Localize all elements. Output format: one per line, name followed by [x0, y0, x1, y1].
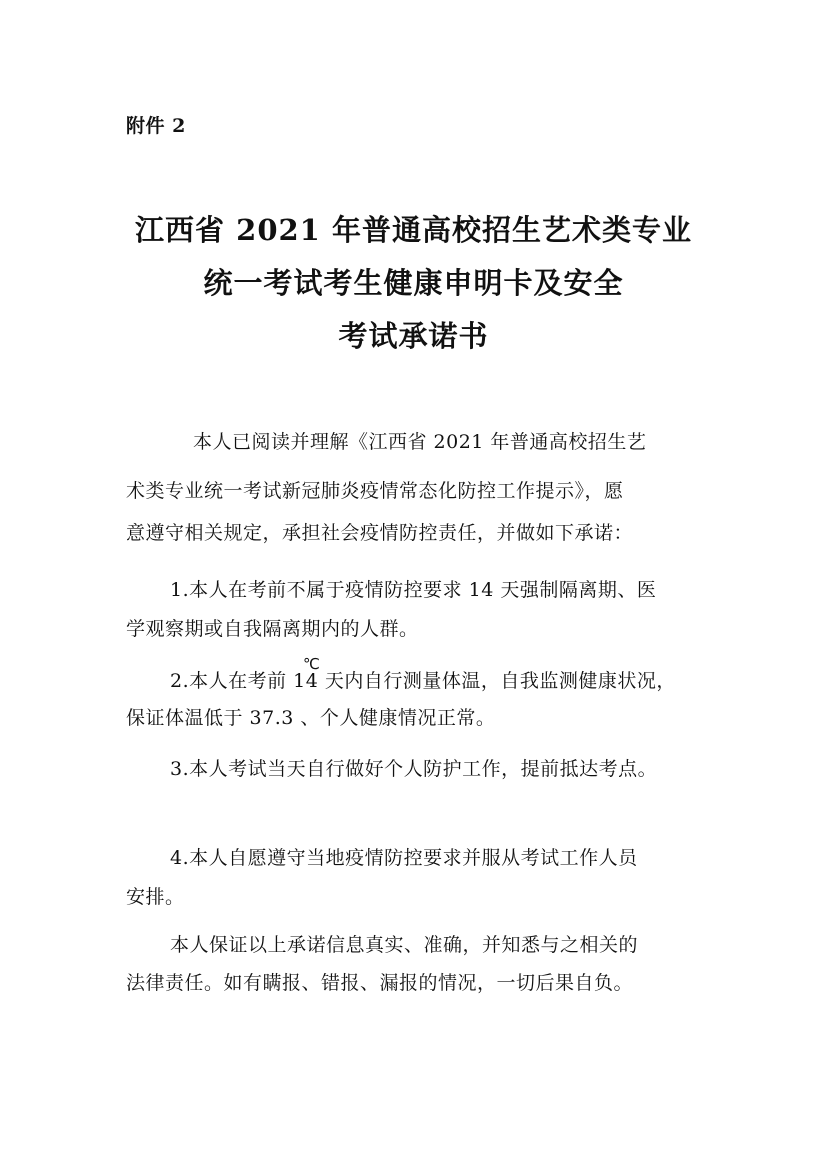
item-1-line-2: 学观察期或自我隔离期内的人群。 [126, 618, 419, 640]
title-line-3: 考试承诺书 [338, 319, 489, 353]
item-2-line-1: 2.本人在考前 14 天内自行测量体温，自我监测健康状况， [170, 670, 676, 692]
item-4-line-2: 安排。 [126, 886, 185, 908]
item-2-line-2: 保证体温低于 37.3 、个人健康情况正常。 [126, 707, 496, 729]
title-line-1: 江西省 2021 年普通高校招生艺术类专业 [135, 213, 692, 247]
intro-line-2: 术类专业统一考试新冠肺炎疫情常态化防控工作提示》，愿 [126, 480, 624, 502]
title-line-2: 统一考试考生健康申明卡及安全 [203, 266, 624, 300]
item-1-line-1: 1.本人在考前不属于疫情防控要求 14 天强制隔离期、医 [170, 579, 657, 601]
closing-line-1: 本人保证以上承诺信息真实、准确，并知悉与之相关的 [170, 934, 639, 956]
attachment-label: 附件 2 [126, 115, 186, 137]
item-4-line-1: 4.本人自愿遵守当地疫情防控要求并服从考试工作人员 [170, 847, 638, 869]
item-3-line-1: 3.本人考试当天自行做好个人防护工作，提前抵达考点。 [170, 758, 658, 780]
intro-line-3: 意遵守相关规定，承担社会疫情防控责任，并做如下承诺： [126, 522, 634, 544]
intro-line-1: 本人已阅读并理解《江西省 2021 年普通高校招生艺 [193, 431, 647, 453]
closing-line-2: 法律责任。如有瞒报、错报、漏报的情况，一切后果自负。 [126, 972, 634, 994]
degree-celsius-symbol: ℃ [303, 655, 320, 673]
